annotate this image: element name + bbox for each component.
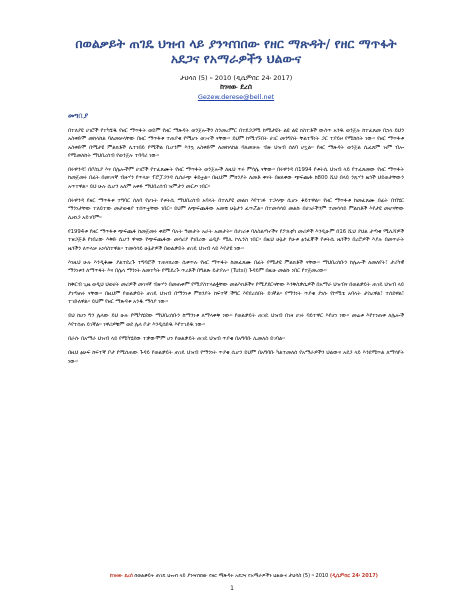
footer-date: (ዲሴምበር 24፡ 2017): [329, 573, 378, 579]
paragraph: በዚህ ፅሁፍ ከፍተኛ ቦታ የሚሰጠው ጉዳይ የወልቃይት ጠገዴ ህዝብ የማንነት ጥያቄ ሲሆን ይህም በአግባቡ ካልተመለሰ የአማራዎችን ህልውና አደጋ ላይ እንደሚጥል ለማሳየት ነው።: [68, 350, 404, 365]
paragraph: በሩዋንዳ፣ በቦስኒያ እና በሌሎችም ሀገሮች የተፈጸሙት የዘር ማጥፋት ወንጀሎች ለዚህ ጥሩ ምሳሌ ናቸው። በሩዋንዳ በ1994 የቱትሲ ህዝብ ላይ የተፈጸመው የዘር ማጥፋት ከመጀመሩ በፊት በመገናኛ ብዙሃን የጥላቻ ፕሮፓጋንዳ ሲሰራጭ ቆይቷል። በዚህም ምክንያት ለመቶ ቀናት በዘለቀው ጭፍጨፋ ከ800 ሺህ በላይ ንጹሃን ዜጎች ህይወታቸውን አጥተዋል። ይህ ሁሉ ሲሆን አለም አቀፉ ማህበረሰብ ዝምታን መርጦ ነበር።: [68, 167, 404, 190]
paragraph: ከቅርብ ጊዜ ወዲህ ህወሀት መሪዎች መገናኛ ብዙሃን በመጠቀም የሚያስተላልፏቸው መልእክቶችና የሚያደርጓቸው እንቅስቃሴዎች በአማራ ህዝብና በወልቃይት ጠገዴ ህዝብ ላይ ያነጣጠሩ ናቸው። በዚህም የወልቃይት ጠገዴ ህዝብ በማንነቱ ምክንያት ከፍተኛ ችግር እየደረሰበት ይገኛል። የማንነት ጥያቄ ያነሱ የኮሚቴ አባላት ታስረዋል፣ ተሰደዋል፣ ተገድለዋል። ይህም የዘር ማጽዳቱ አንዱ ማሳያ ነው።: [68, 282, 404, 306]
paragraph: ይህ ከሆነ ግን ሌላው ይህ ሁሉ የሚካሄደው ማህበረሰቡን ከማንነቱ ለማላቀቅ ነው። የወልቃይት ጠገዴ ህዝብ በገዛ ሀገሩ ባይተዋር እየሆነ ነው። መሬቱ እየተነጠቀ ለሌሎች እየተሰጠ ይገኛል። ነዋሪዎቹም ወደ ሌላ ቦታ እንዲሰደዱ እየተገደዱ ነው።: [68, 313, 404, 328]
footer-text: በወልቃይት ጠገዴ ህዝብ ላይ ያንዣበበው የዘር ማጽዳት አደጋና የአማራዎችን ህልውና ታህሳስ (5) ፡፡ 2010: [134, 573, 329, 579]
paragraph: በራሱ በአማራ ህዝብ ላይ የሚካሄደው ተቃውሞም ሆነ የወልቃይት ጠገዴ ህዝብ ጥያቄ በአግባቡ ሊመለስ ይገባል።: [68, 335, 285, 342]
author-email-link[interactable]: Gezew.derese@bell.net: [197, 93, 275, 101]
intro-heading: መግቢያ: [68, 112, 89, 120]
footer-author: ከገዛው ደረሰ: [110, 573, 133, 579]
paragraph: የ1994ቱ የዘር ማጥፋቱ ጭፍጨፋ ከመጀመሩ ቀደም ባሉት ዓመታት አራት አመታት። በሀገሪቱ ባለስልጣኖችና የፖለቲካ መሪዎች እንዲሁም በ16 ሺህ ያህል ታጣቂ ሚሊሻዎች ተዘጋጅቶ የነበረው እቅድ ሲሆን ዋናው የጭፍጨፋው መሳሪያ የነበረው ሬዲዮ ሚሊ ኮሊንስ ነበር። በዚህ ሁኔታ የሁቱ ፅንፈኞች የቱትሲ ዜጎችን በረሮዎች እያሉ በመጥራት ዜጎችን ለጥላቻ አነሳስተዋል። ተመሳሳይ ሁኔታዎች በወልቃይት ጠገዴ ህዝብ ላይ እየታዩ ነው።: [68, 228, 404, 252]
paragraph: በሩዋንዳ የዘር ማጥፋቱ ተግባር ሰለባ የሆኑት የቱትሲ ማህበረሰብ አባላት በተለያዩ መልክ እየተገፉ ተጋላጭ ሲሆኑ ቆይተዋል። የዘር ማጥፋቱ ከመፈጸሙ በፊት በብሄር ማንነታቸው ተለይተው መታወቂያ ተሰጥቷቸው ነበር። ይህም ለጭፍጨፋው አመቺ ሁኔታን ፈጥሯል። በተመሳሳይ መልኩ በሀገራችንም ተመሳሳይ ምልክቶች እየታዩ መሆናቸው ሊዘነጋ አይገባም።: [68, 198, 404, 221]
page-footer: [68, 573, 420, 580]
paragraph: በተለያዩ ሀገሮች የተካሄዱ የዘር ማጥፋት ወይም የዘር ማጽዳት ወንጀሎችን ስንመረምር በተደጋጋሚ ከሚታዩት ልዩ ልዩ ክስተቶች ውስጥ አንዱ ወንጀሉ ከተፈጸመ በኋላ ይህን አስቀድሞ መከላከል ባለመቻላቸው በዘር ማጥፋቱ ተጠያቂ የሚሆኑ ወገኖች ናቸው። ይህም ከሚገኙበት ሀገር መንግስት ቸልተኝነት ጋር ተያይዞ የሚከሰት ነው። የዘር ማጥፋቱ አስቀድሞ በሚታዩ ምልክቶች ሊተነበይ የሚችል ቢሆንም እንኳ አስቀድሞ ለመከላከል ባለመቻሉ ብዙ ህዝብ ሰለባ ሆኗል። የዘር ማጽዳት ወንጀል ሲፈጸም ዝም ብሎ የሚመለከት ማህበረሰብ የወንጀሉ ተባባሪ ነው።: [68, 128, 404, 159]
page-number: 1: [230, 585, 234, 592]
document-title: በወልቃይት ጠገዴ ህዝብ ላይ ያንዣበበው የዘር ማጽዳት/ የዘር ማጥፋት አደጋና የአማራዎችን ህልውና: [75, 36, 397, 66]
document-meta: [68, 74, 404, 102]
document-author: ከገዛው ደረሰ: [220, 83, 252, 91]
document-date: ታህሳስ (5) ፡፡ 2010 (ዲሴምበር 24፡ 2017): [179, 74, 293, 82]
paragraph: እነዚህ ሁሉ እንዲቆሙ ያልተደረጉ ተግባሮች ተጠናክረው ሲቀጥሉ የዘር ማጥፋት ከመፈጸሙ በፊት የሚታዩ ምልክቶች ናቸው። ማህበረሰቡን ከሌሎች ለመለየት፣ ታሪካዊ ማንነቱን ለማጥፋት እና በሌላ ማንነት ለመተካት የሚደረጉ ጥረቶች በግልጽ ይታያሉ። (Tutsi) ጉዳይም በዚሁ መልኩ ነበር የተጀመረው።: [68, 259, 404, 275]
